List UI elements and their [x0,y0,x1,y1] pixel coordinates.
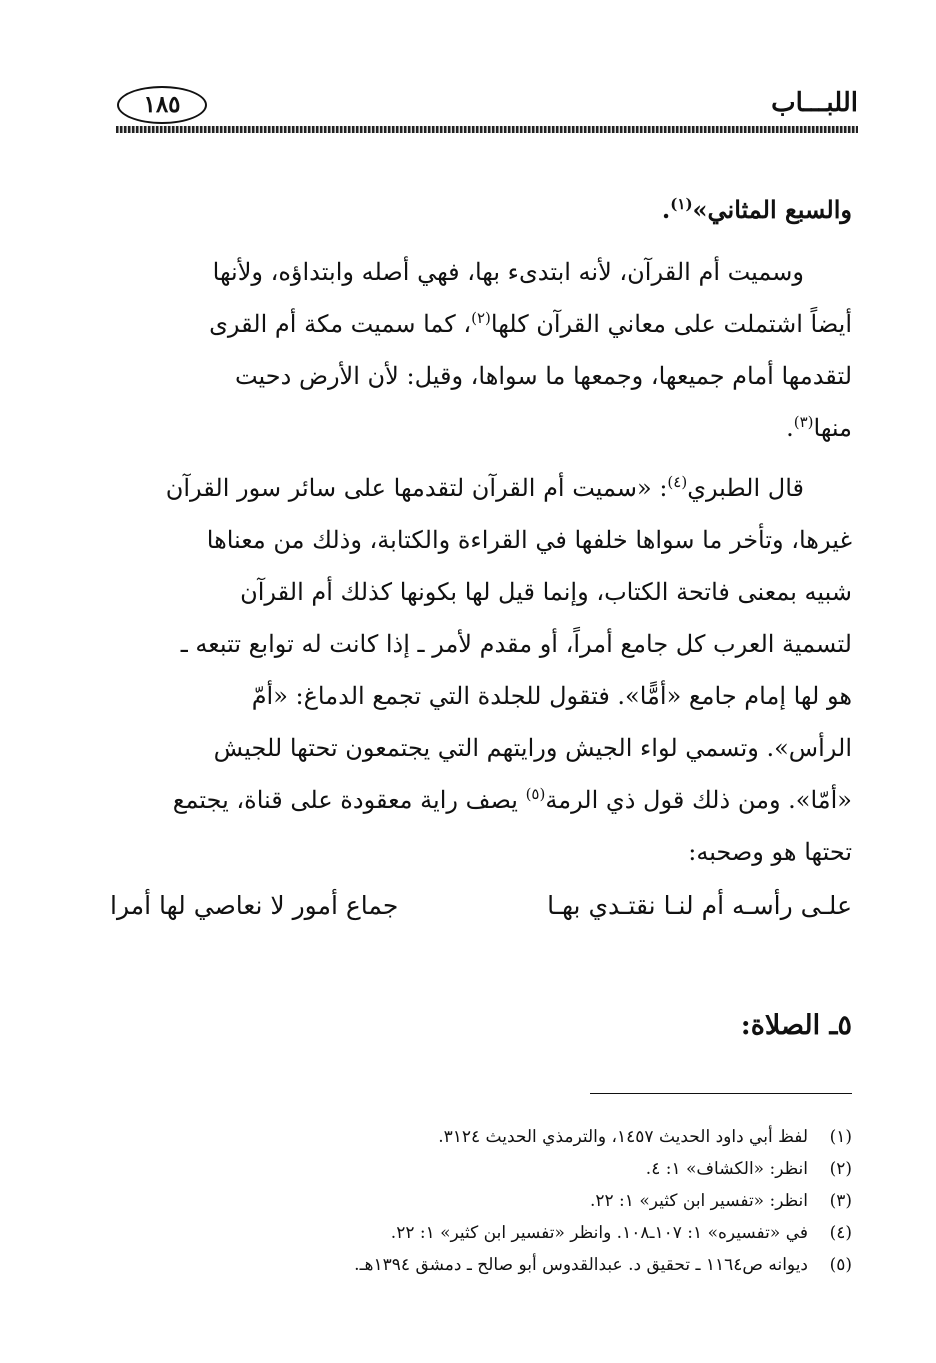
paragraph-2-line: لتسمية العرب كل جامع أمراً، أو مقدم لأمر ـ إذا كانت له توابع تتبعه ـ [180,630,852,658]
paragraph-2-line: الرأس». وتسمي لواء الجيش ورايتهم التي يجتمعون تحتها للجيش [213,734,852,762]
paragraph-2-line [110,774,852,826]
footnote-text: لفظ أبي داود الحديث ١٤٥٧، والترمذي الحديث ٣١٢٤. [438,1127,808,1147]
paragraph-1-text: أيضاً اشتملت على معاني القرآن كلها [490,310,852,338]
footnote-ref-2: (٢) [471,309,491,327]
page-number: ١٨٥ [117,86,207,124]
paragraph-1-text: منها [813,414,852,442]
footnotes [152,1121,852,1281]
section-heading: ٥ـ الصلاة: [740,1010,852,1041]
paragraph-2 [110,462,852,878]
paragraph-2-line: شبيه بمعنى فاتحة الكتاب، وإنما قيل لها بكونها كذلك أم القرآن [240,578,852,606]
footnote-text: انظر: «الكشاف» ١: ٤. [645,1159,808,1179]
paragraph-2-line: تحتها هو وصحبه: [688,838,852,866]
footnote-ref-4: (٤) [667,473,688,491]
paragraph-2-text: يصف راية معقودة على قناة، يجتمع [172,786,526,814]
paragraph-2-line [110,462,852,514]
footnote-separator [590,1093,852,1094]
footnote-item [152,1153,852,1185]
paragraph-2-text: قال الطبري [687,474,804,502]
paragraph-2-text: : «سميت أم القرآن لتقدمها على سائر سور القرآن [165,474,668,502]
footnote-item [152,1249,852,1281]
paragraph-1-line [110,298,852,350]
poem-verse [110,878,852,934]
running-title: اللبـــاب [771,88,858,118]
paragraph-1-line [110,402,852,454]
footnote-number: (٤) [829,1223,852,1243]
continuation-end: . [661,195,671,224]
paragraph-2-line: هو لها إمام جامع «أمًّا». فتقول للجلدة التي تجمع الدماغ: «أمّ [251,682,852,710]
footnote-item [152,1121,852,1153]
footnote-number: (١) [829,1127,852,1147]
paragraph-1-line: وسميت أم القرآن، لأنه ابتدىء بها، فهي أصله وابتداؤه، ولأنها [212,258,804,286]
paragraph-2-text: «أمّا». ومن ذلك قول ذي الرمة [545,786,852,814]
footnote-ref-1: (١) [670,195,693,213]
continuation-line [110,184,852,236]
footnote-item [152,1217,852,1249]
continuation-text: والسبع المثاني» [692,195,852,224]
verse-first-hemistich: علـى رأسـه أم لنـا نقتـدي بهـا [547,891,852,920]
paragraph-1 [110,246,852,454]
footnote-text: في «تفسيره» ١: ١٠٧ـ١٠٨. وانظر «تفسير ابن كثير» ١: ٢٢. [390,1223,808,1243]
paragraph-1-text: ، كما سميت مكة أم القرى [209,310,472,338]
footnote-item [152,1185,852,1217]
footnote-ref-3: (٣) [793,413,814,431]
paragraph-1-text: . [786,414,794,442]
paragraph-2-line: غيرها، وتأخر ما سواها خلفها في القراءة والكتابة، وذلك من معناها [206,526,852,554]
paragraph-1-line: لتقدمها أمام جميعها، وجمعها ما سواها، وقيل: لأن الأرض دحيت [234,362,852,390]
header-rule [116,126,858,133]
footnote-text: ديوانه ص١١٦٤ ـ تحقيق د. عبدالقدوس أبو صالح ـ دمشق ١٣٩٤هـ. [354,1255,808,1275]
footnote-number: (٢) [829,1159,852,1179]
footnote-ref-5: (٥) [525,785,546,803]
footnote-number: (٣) [829,1191,852,1211]
footnote-number: (٥) [829,1255,852,1275]
verse-second-hemistich: جماع أمور لا نعاصي لها أمرا [110,891,399,920]
footnote-text: انظر: «تفسير ابن كثير» ١: ٢٢. [589,1191,808,1211]
